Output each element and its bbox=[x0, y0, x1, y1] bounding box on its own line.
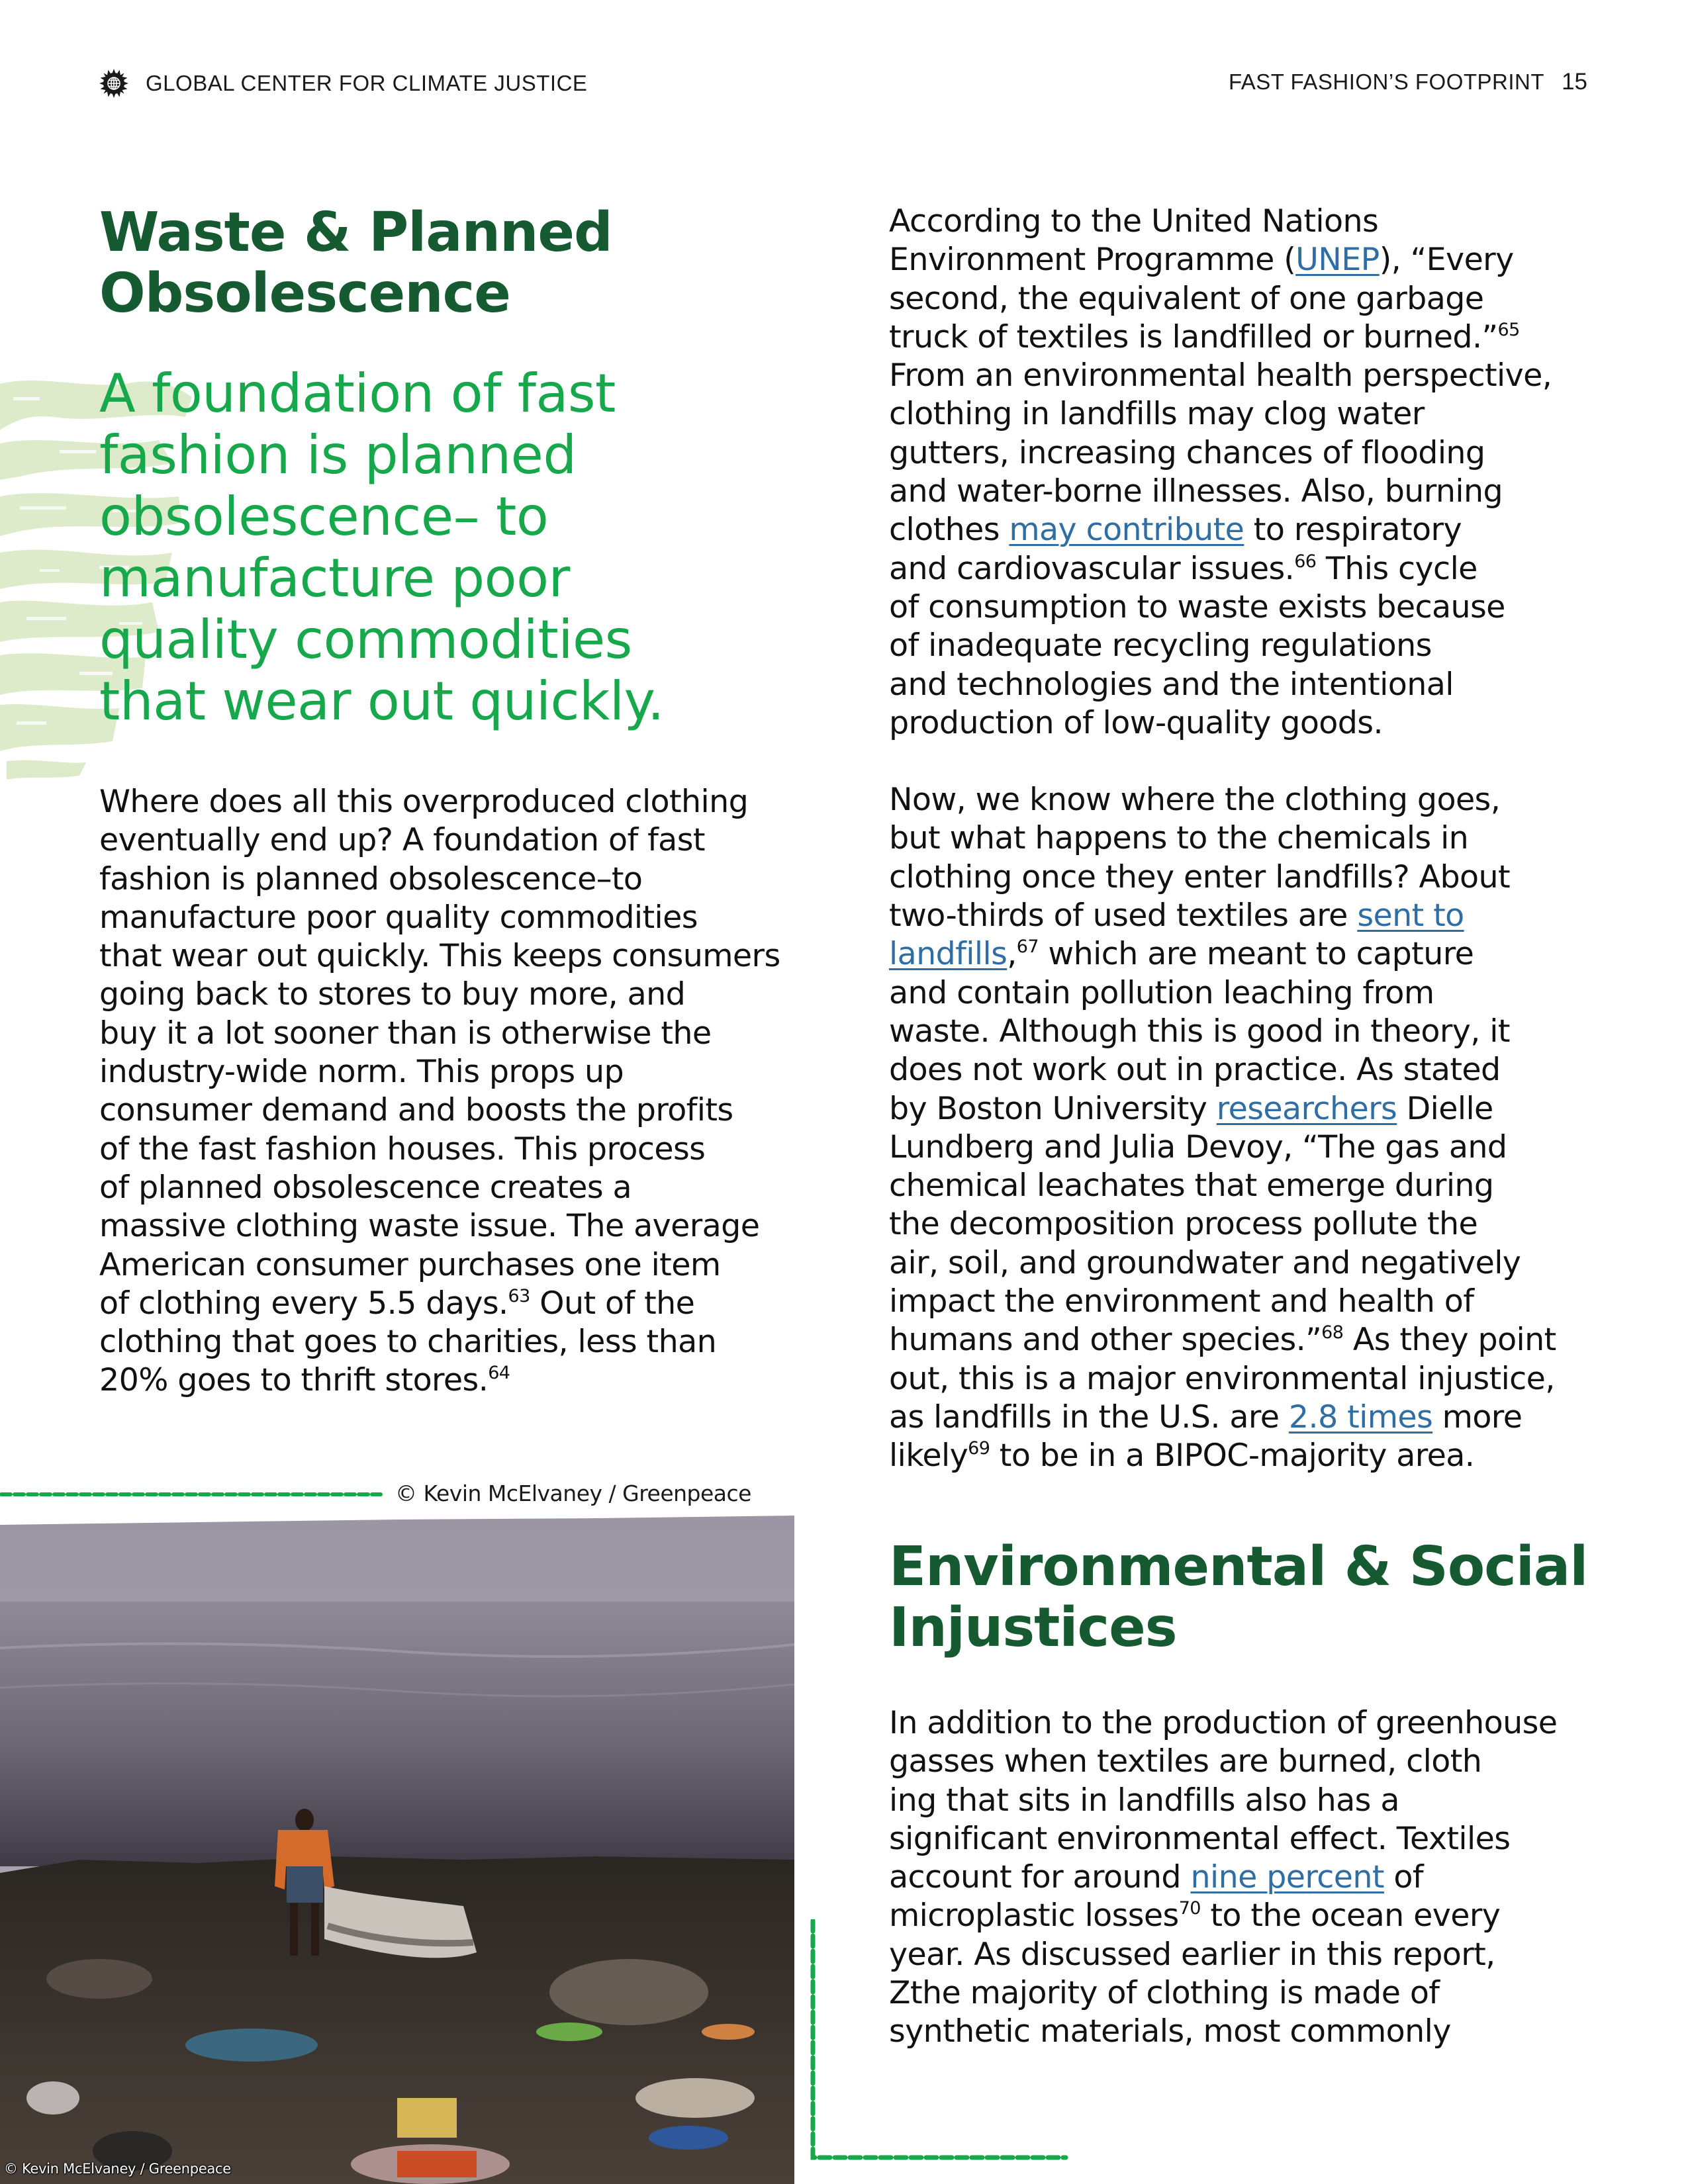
footnote-ref-67: 67 bbox=[1016, 936, 1039, 958]
footnote-ref-63: 63 bbox=[508, 1285, 530, 1306]
link-2-8-times[interactable]: 2.8 times bbox=[1288, 1398, 1433, 1435]
link-researchers[interactable]: researchers bbox=[1216, 1090, 1397, 1127]
photo-credit-overlay: © Kevin McElvaney / Greenpeace bbox=[4, 2161, 231, 2177]
link-unep[interactable]: UNEP bbox=[1295, 242, 1380, 279]
paragraph-microplastics: In addition to the production of greenhouse gasses when textiles are burned, cloth ing that sits in landfills also has a significant environmental effect. Textiles account for around nine percent of microplastic losses$^{70}$ to the ocean every year. As discussed earlier in this report, Zthe majority of clothing is made of synthetic materials, most commonly bbox=[889, 1705, 1558, 2050]
dashed-corner-decoration bbox=[808, 1919, 1072, 2171]
running-header-left bbox=[99, 69, 587, 98]
link-nine-percent[interactable]: nine percent bbox=[1190, 1859, 1384, 1896]
footnote-ref-68: 68 bbox=[1321, 1322, 1344, 1343]
paragraph-overproduced-clothing: Where does all this overproduced clothing eventually end up? A foundation of fast fashion is planned obsolescence–to manufacture poor quality commodities that wear out quickly. This keeps consumers going back to stores to buy more, and buy it a lot sooner than is otherwise the industry-wide norm. This props up consumer demand and boosts the profits of the fast fashion houses. This process of planned obsolescence creates a massive clothing waste issue. The average American consumer purchases one item of clothing every 5.5 days.$^{63}$ Out of the clothing that goes to charities, less than 20% goes to thrift stores.$^{64}$ bbox=[99, 784, 780, 1399]
footnote-ref-64: 64 bbox=[488, 1363, 510, 1384]
section-title-waste: Waste & Planned Obsolescence bbox=[99, 201, 612, 325]
footnote-ref-66: 66 bbox=[1294, 551, 1317, 572]
photo-credit: © Kevin McElvaney / Greenpeace bbox=[395, 1480, 751, 1506]
page-number: 15 bbox=[1562, 69, 1587, 95]
paragraph-landfill-chemicals: Now, we know where the clothing goes, but what happens to the chemicals in clothing once they enter landfills? About two-thirds of used textiles are sent to landfills,$^{67}$ which are meant to capture and contain pollution leaching from waste. Although this is good in theory, it does not work out in practice. As stated by Boston University researchers Dielle Lundberg and Julia Devoy, “The gas and chemical leachates that emerge during the decomposition process pollute the air, soil, and groundwater and negatively impact the environment and health of humans and other species.”$^{68}$ As they point out, this is a major environmental injustice, as landfills in the U.S. are 2.8 times more likely$^{69}$ to be in a BIPOC-majority area. bbox=[889, 782, 1556, 1475]
org-name: GLOBAL CENTER FOR CLIMATE JUSTICE bbox=[146, 71, 588, 95]
section-title-injustices: Environmental & Social Injustices bbox=[889, 1535, 1588, 1659]
pull-quote: A foundation of fast fashion is planned obsolescence– to manufacture poor quality commodities that wear out quickly. bbox=[99, 363, 664, 732]
link-sent-to-landfills-cont[interactable]: landfills bbox=[889, 936, 1008, 973]
report-title: FAST FASHION’S FOOTPRINT bbox=[1228, 69, 1545, 94]
photo-illustration bbox=[0, 1516, 794, 2184]
link-sent-to-landfills[interactable]: sent to bbox=[1357, 897, 1464, 934]
footnote-ref-69: 69 bbox=[968, 1438, 990, 1459]
right-column-body bbox=[889, 203, 1591, 1514]
link-may-contribute[interactable]: may contribute bbox=[1009, 512, 1244, 549]
left-column-body bbox=[99, 783, 801, 1400]
footnote-ref-65: 65 bbox=[1497, 319, 1520, 340]
paragraph-unep: According to the United Nations Environment Programme (UNEP), “Every second, the equivalent of one garbage truck of textiles is landfilled or burned.”$^{65}$ From an environmental health perspective, clothing in landfills may clog water gutters, increasing chances of flooding and water-borne illnesses. Also, burning clothes may contribute to respiratory and cardiovascular issues.$^{66}$ This cycle of consumption to waste exists because of inadequate recycling regulations and technologies and the intentional production of low-quality goods. bbox=[889, 203, 1552, 741]
photo-clothing-waste-beach bbox=[0, 1516, 794, 2184]
globe-sunburst-icon bbox=[99, 69, 128, 98]
running-header-right bbox=[1229, 69, 1587, 95]
footnote-ref-70: 70 bbox=[1178, 1898, 1201, 1919]
dashed-line-decoration bbox=[0, 1491, 384, 1498]
